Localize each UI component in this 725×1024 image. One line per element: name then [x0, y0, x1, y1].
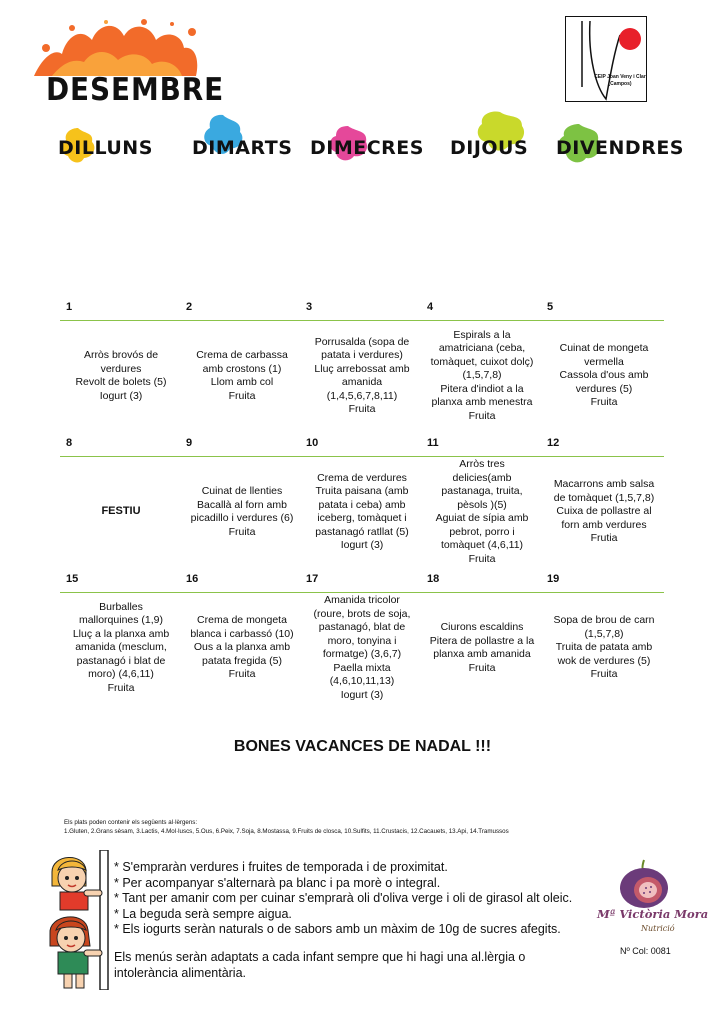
menu-line: Cuinat de mongeta [559, 342, 649, 355]
menu-line: Aguiat de sípia amb [435, 512, 529, 524]
menu-line: Crema de verdures [317, 471, 407, 484]
date-number: 11 [427, 437, 439, 449]
menu-line: pastanaga, truita, [441, 485, 523, 497]
menu-line: Pitera de pollastre a la [429, 634, 535, 647]
menu-line: Amanida tricolor [324, 594, 400, 606]
menu-line: Truita de patata amb [555, 641, 653, 654]
adaptation-note: Els menús seràn adaptats a cada infant sempre que hi hagi una al.lèrgia o intolerància alimentària. [114, 950, 526, 980]
paint-splash-decoration [32, 18, 202, 80]
menu-line: wok de verdures (5) [557, 654, 651, 667]
date-number: 4 [427, 301, 434, 313]
date-row [60, 568, 664, 593]
menu-line: Fruita [468, 661, 496, 674]
menu-line: Fruita [590, 668, 618, 681]
menu-line: Iogurt (3) [340, 688, 384, 701]
menu-line: Cuinat de llenties [201, 485, 283, 497]
menu-line: vermella [584, 355, 624, 368]
menu-cell [304, 592, 420, 704]
farewell-message: BONES VACANCES DE NADAL !!! [233, 738, 492, 755]
menu-line: pebrot, porro i [449, 525, 515, 538]
menu-line: Paella mixta [333, 661, 391, 674]
menu-cell [63, 456, 179, 568]
menu-line: mallorquines (1,9) [78, 614, 164, 627]
menu-line: picadillo i verdures (6) [190, 512, 294, 524]
collegiate-number: Nº Col: 0081 [620, 946, 671, 956]
date-number: 1 [66, 301, 73, 313]
menu-cell [184, 592, 300, 704]
menu-line: pastanagó ratllat (5) [315, 525, 409, 538]
menu-line: Crema de mongeta [197, 614, 287, 627]
menu-cell [424, 320, 540, 432]
menu-line: Fruita [468, 409, 496, 422]
menu-line: planxa amb amanida [433, 648, 531, 660]
nutritionist-title: Nutrició [641, 924, 675, 933]
allergen-list: 1.Gluten, 2.Grans sèsam, 3.Lactis, 4.Mol·luscs, 5.Ous, 6.Peix, 7.Soja, 8.Mostassa, 9.Fruits de closca, 10.Sulfits, 11.Crustacis, 12.Cacauets, 13.Api, 14.Tramussos [64, 827, 509, 835]
day-label: DIVENDRES [556, 137, 684, 159]
menu-line: Truita paisana (amb [315, 485, 409, 497]
allergen-legend [64, 819, 684, 836]
day-label: DIMARTS [192, 137, 293, 159]
date-number: 2 [186, 301, 193, 313]
date-number: 16 [186, 573, 199, 585]
note-item: * La beguda serà sempre aigua. [114, 906, 292, 921]
nutritionist-name: Mª Victòria Mora [597, 907, 709, 921]
menu-line: Revolt de bolets (5) [75, 376, 167, 388]
date-number: 8 [66, 437, 73, 449]
menu-line: Llom amb col [210, 376, 274, 388]
date-number: 5 [547, 301, 554, 313]
menu-cell [424, 592, 540, 704]
menu-line: Lluç a la planxa amb [72, 627, 170, 640]
menu-line: Fruita [228, 668, 256, 681]
menu-line: Espirals a la [453, 328, 511, 341]
menu-cell [63, 320, 179, 432]
date-row [60, 296, 664, 321]
school-logo [565, 16, 647, 102]
menu-line: moro, tonyina i [327, 634, 397, 647]
menu-cell [546, 456, 662, 568]
menu-line: Cuixa de pollastre al [556, 505, 652, 518]
menu-line: Fruita [348, 403, 376, 415]
menu-line: Frutia [590, 532, 618, 545]
day-label: DIMECRES [310, 137, 424, 159]
menu-line: Fruita [590, 396, 618, 409]
day-header-dijous [450, 130, 540, 166]
menu-line: amb crostons (1) [202, 362, 282, 375]
menu-line: Burballes [99, 600, 143, 613]
menu-line: (1,5,7,8) [584, 627, 624, 640]
menu-line: formatge) (3,6,7) [322, 648, 402, 660]
menu-line: amanida [341, 376, 383, 388]
week-2 [60, 432, 664, 568]
date-number: 17 [306, 573, 319, 585]
menu-cell [184, 320, 300, 432]
menu-line: Cassola d'ous amb [559, 369, 649, 382]
menu-line: delicies(amb [452, 471, 512, 484]
menu-line: planxa amb menestra [431, 396, 533, 409]
menu-line: Pitera d'indiot a la [440, 382, 524, 395]
day-header-dilluns [58, 130, 153, 166]
menu-line: Fruita [107, 681, 135, 694]
menu-line: tomàquet (4,6,11) [440, 539, 524, 551]
menu-line: forn amb verdures [561, 518, 647, 531]
date-number: 12 [547, 437, 560, 449]
menu-line: pastanagó i blat de [76, 654, 166, 667]
menu-cell [546, 592, 662, 704]
menu-notes [114, 860, 572, 938]
menu-line: verdures (5) [575, 382, 633, 395]
menu-cell [424, 456, 540, 568]
menu-cell [304, 320, 420, 432]
menu-line: Arròs tres [459, 458, 505, 470]
menu-line: moro) (4,6,11) [88, 668, 154, 681]
menu-line: amanida (mesclum, [75, 641, 167, 654]
note-item: * Tant per amanir com per cuinar s'emprarà oli d'oliva verge i oli de girasol alt oleic. [114, 891, 573, 905]
menu-calendar [60, 296, 664, 704]
day-header-divendres [556, 130, 684, 166]
menu-line: patata i verdures) [321, 349, 403, 361]
menu-line: Crema de carbassa [196, 349, 288, 361]
menu-line: (4,6,10,11,13) [329, 675, 395, 687]
menu-line: de tomàquet (1,5,7,8) [553, 491, 655, 504]
menu-cell [304, 456, 420, 568]
date-number: 15 [66, 573, 79, 585]
menu-line: (roure, brots de soja, [313, 607, 411, 620]
menu-line: (1,4,5,6,7,8,11) [326, 389, 398, 402]
day-header-dimecres [310, 130, 424, 166]
menu-line: Fruita [468, 552, 496, 565]
menu-line: pèsols )(5) [457, 498, 507, 511]
menu-cell [546, 320, 662, 432]
holiday-label: FESTIU [101, 505, 141, 518]
menu-cell [63, 592, 179, 704]
menu-line: iceberg, tomàquet i [317, 512, 407, 524]
date-number: 19 [547, 573, 560, 585]
date-row [60, 432, 664, 457]
month-title: DESEMBRE [46, 72, 225, 108]
day-label: DIJOUS [450, 137, 529, 159]
menu-line: Iogurt (3) [340, 539, 384, 551]
date-number: 18 [427, 573, 440, 585]
menu-line: verdures [100, 362, 142, 375]
menu-cell [184, 456, 300, 568]
menu-line: Iogurt (3) [99, 389, 143, 402]
menu-line: pastanagó, blat de [318, 621, 406, 633]
menu-line: Ciurons escaldins [440, 621, 524, 633]
menu-line: Bacallà al forn amb [197, 498, 287, 511]
children-illustration [44, 850, 114, 990]
school-logo-text: CEIP Joan Veny i Clar (Campos) [594, 74, 646, 87]
menu-line: Arròs brovós de [83, 349, 159, 361]
menu-line: Macarrons amb salsa [553, 478, 655, 491]
day-header-dimarts [192, 130, 293, 166]
menu-line: patata fregida (5) [202, 654, 282, 667]
note-item: * Per acompanyar s'alternarà pa blanc i pa morè o integral. [114, 875, 441, 890]
menu-line: patata i ceba) amb [318, 498, 406, 511]
menu-line: Porrusalda (sopa de [314, 335, 410, 348]
note-item: * S'empraràn verdures i fruites de temporada i de proximitat. [114, 860, 448, 874]
menu-line: tomàquet, cuixot dolç) [430, 355, 534, 368]
week-1 [60, 296, 664, 432]
menu-line: blanca i carbassó (10) [190, 627, 294, 640]
menu-line: Sopa de brou de carn [553, 614, 655, 627]
menu-line: Ous a la planxa amb [193, 641, 291, 654]
date-number: 9 [186, 437, 193, 449]
menu-line: (1,5,7,8) [462, 369, 502, 382]
menu-line: Fruita [228, 525, 256, 538]
menu-line: amatriciana (ceba, [438, 342, 526, 355]
date-number: 3 [306, 301, 313, 313]
date-number: 10 [306, 437, 319, 449]
menu-line: Fruita [228, 389, 256, 402]
day-label: DILLUNS [58, 137, 153, 159]
week-3 [60, 568, 664, 704]
allergen-intro: Els plats poden contenir els següents al·lèrgens: [64, 819, 198, 826]
note-item: * Els iogurts seràn naturals o de sabors amb un màxim de 10g de sucres afegits. [114, 922, 561, 936]
menu-line: Lluç arrebossat amb [314, 362, 410, 375]
